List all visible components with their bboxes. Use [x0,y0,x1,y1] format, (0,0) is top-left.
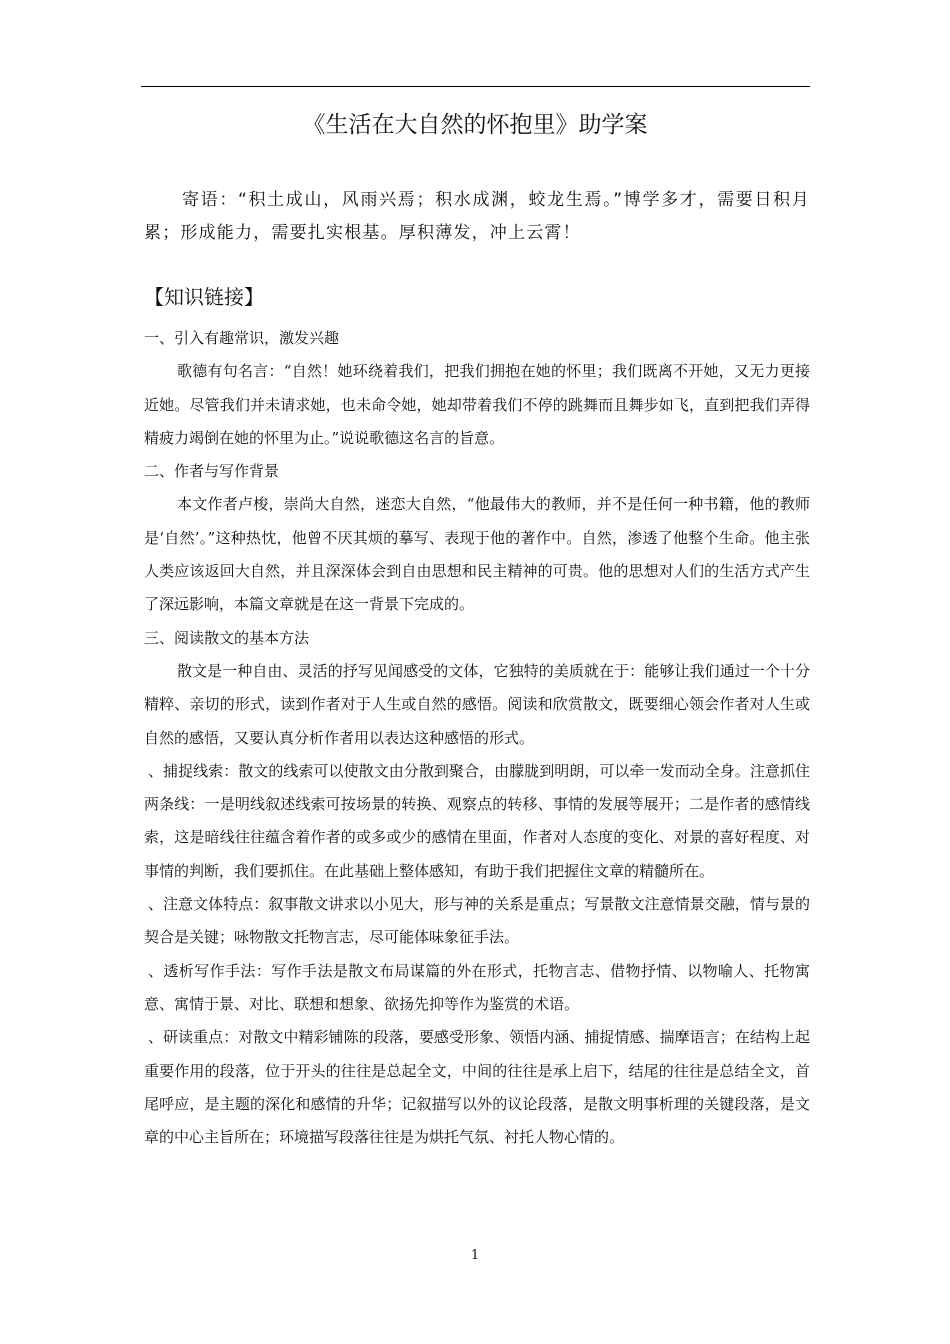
section-heading: 【知识链接】 [144,285,264,309]
page-number: 1 [470,1248,480,1263]
subsection-paragraph-1: 歌德有句名言：“自然！她环绕着我们，把我们拥抱在她的怀里；我们既离不开她，又无力更接近她。尽管我们并未请求她，也未命令她，她却带着我们不停的跳舞而且舞步如飞，直到把我们弄得精疲力竭倒在她的怀里为止。”说说歌德这名言的旨意。 [144,362,810,447]
method-item-technique: 、透析写作手法：写作手法是散文布局谋篇的外在形式，托物言志、借物抒情、以物喻人、托物寓意、寓情于景、对比、联想和想象、欲扬先抑等作为鉴赏的术语。 [144,961,810,1013]
motto-paragraph: 寄语：“积土成山，风雨兴焉；积水成渊，蛟龙生焉。”博学多才，需要日积月累；形成能力，需要扎实根基。厚积薄发，冲上云霄！ [144,190,810,243]
method-item-focus: 、研读重点：对散文中精彩铺陈的段落，要感受形象、领悟内涵、捕捉情感、揣摩语言；在结构上起重要作用的段落，位于开头的往往是总起全文，中间的往往是承上启下，结尾的往往是总结全文，首尾呼应，是主题的深化和感情的升华；记叙描写以外的议论段落，是散文明事析理的关键段落，是文章的中心主旨所在；环境描写段落往往是为烘托气氛、衬托人物心情的。 [144,1028,810,1147]
subsection-paragraph-3: 散文是一种自由、灵活的抒写见闻感受的文体，它独特的美质就在于：能够让我们通过一个十分精粹、亲切的形式，读到作者对于人生或自然的感悟。阅读和欣赏散文，既要细心领会作者对人生或自然的感悟，又要认真分析作者用以表达这种感悟的形式。 [144,661,810,747]
subsection-title-1: 一、引入有趣常识，激发兴趣 [144,329,340,347]
document-title: 《生活在大自然的怀抱里》助学案 [302,112,648,138]
subsection-title-2: 二、作者与写作背景 [144,462,280,481]
subsection-title-3: 三、阅读散文的基本方法 [144,628,310,647]
method-item-clue: 、捕捉线索：散文的线索可以使散文由分散到聚合，由朦胧到明朗，可以牵一发而动全身。注意抓住两条线：一是明线叙述线索可按场景的转换、观察点的转移、事情的发展等展开；二是作者的感情线索，这是暗线往往蕴含着作者的或多或少的感情在里面，作者对人态度的变化、对景的喜好程度、对事情的判断，我们要抓住。在此基础上整体感知，有助于我们把握住文章的精髓所在。 [144,761,810,880]
method-item-genre: 、注意文体特点：叙事散文讲求以小见大，形与神的关系是重点；写景散文注意情景交融，情与景的契合是关键；咏物散文托物言志，尽可能体味象征手法。 [144,895,810,947]
section-body [144,322,810,1154]
subsection-paragraph-2: 本文作者卢梭，崇尚大自然，迷恋大自然，“他最伟大的教师，并不是任何一种书籍，他的教师是‘自然’。”这种热忱，他曾不厌其烦的摹写、表现于他的著作中。自然，渗透了他整个生命。他主张人类应该返回大自然，并且深深体会到自由思想和民主精神的可贵。他的思想对人们的生活方式产生了深远影响，本篇文章就是在这一背景下完成的。 [144,495,810,614]
header-rule [141,86,810,87]
